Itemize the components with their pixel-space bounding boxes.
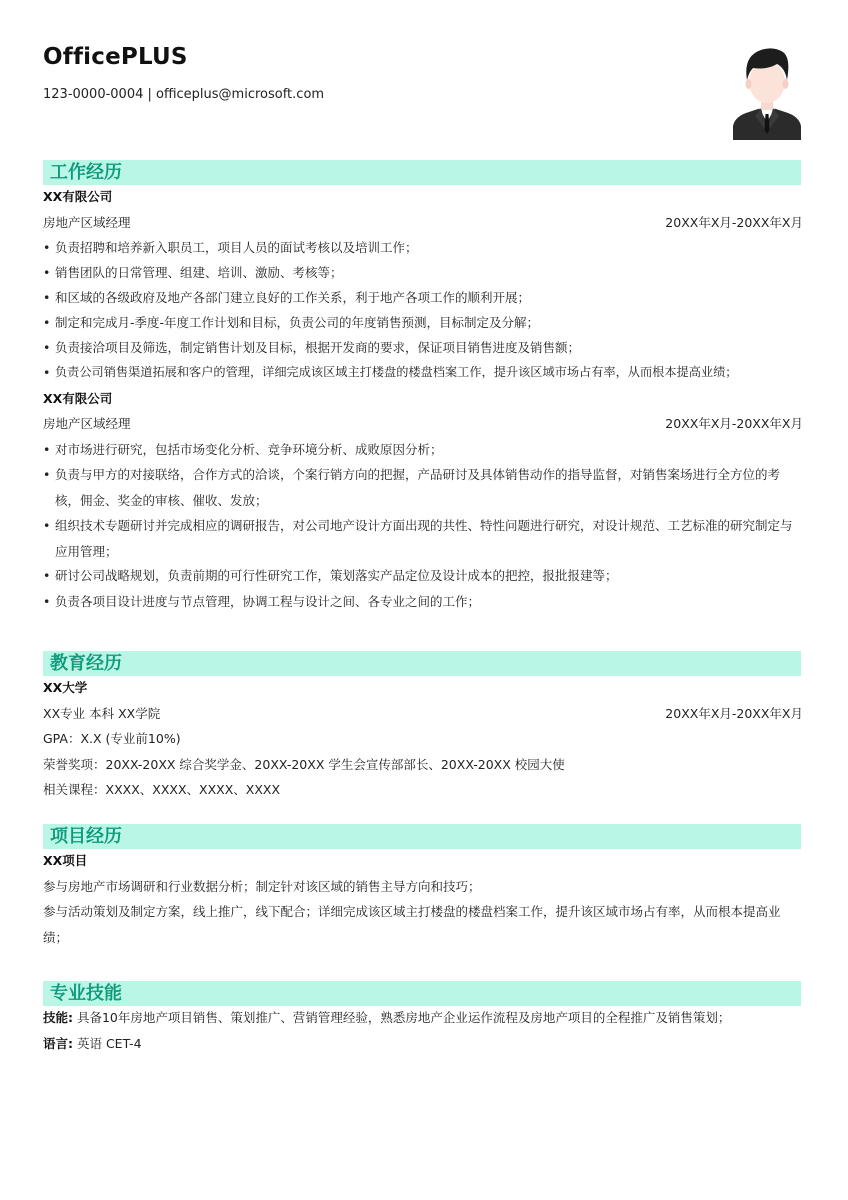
job-1-company: XX有限公司 bbox=[43, 189, 113, 204]
education-section-header bbox=[43, 651, 801, 676]
language-label: 语言: bbox=[43, 1036, 73, 1051]
bullet-dot: • bbox=[43, 290, 51, 305]
bullet-dot: • bbox=[43, 518, 51, 533]
list-item: 销售团队的日常管理、组建、培训、激励、考核等； bbox=[55, 265, 343, 280]
list-item: 负责接洽项目及筛选，制定销售计划及目标，根据开发商的要求，保证项目销售进度及销售额； bbox=[55, 340, 581, 355]
bullet-dot: • bbox=[43, 442, 51, 457]
skills-row bbox=[43, 1008, 803, 1028]
education-dates: 20XX年X月-20XX年X月 bbox=[665, 706, 803, 721]
work-section-title: 工作经历 bbox=[50, 162, 122, 183]
job-1-role: 房地产区域经理 bbox=[43, 215, 131, 230]
skills-section-title: 专业技能 bbox=[50, 983, 122, 1004]
project-section-header bbox=[43, 824, 801, 849]
bullet-dot: • bbox=[43, 240, 51, 255]
bullet-dot: • bbox=[43, 365, 51, 380]
project-name: XX项目 bbox=[43, 853, 88, 868]
bullet-dot: • bbox=[43, 467, 51, 482]
list-item: 和区域的各级政府及地产各部门建立良好的工作关系，利于地产各项工作的顺利开展； bbox=[55, 290, 531, 305]
contact-info: 123-0000-0004 | officeplus@microsoft.com bbox=[43, 87, 325, 102]
list-item: 制定和完成月-季度-年度工作计划和目标，负责公司的年度销售预测，目标制定及分解； bbox=[55, 315, 540, 330]
language-text: 英语 CET-4 bbox=[73, 1036, 142, 1051]
project-detail-1: 参与房地产市场调研和行业数据分析；制定针对该区域的销售主导方向和技巧； bbox=[43, 879, 481, 894]
list-item: 研讨公司战略规划，负责前期的可行性研究工作，策划落实产品定位及设计成本的把控，报批报建等； bbox=[55, 568, 618, 583]
list-item: 负责公司销售渠道拓展和客户的管理，详细完成该区域主打楼盘的楼盘档案工作，提升该区域市场占有率，从而根本提高业绩； bbox=[55, 365, 738, 379]
bullet-dot: • bbox=[43, 568, 51, 583]
skills-text: 具备10年房地产项目销售、策划推广、营销管理经验，熟悉房地产企业运作流程及房地产项目的全程推广及销售策划； bbox=[73, 1010, 731, 1025]
job-2-dates: 20XX年X月-20XX年X月 bbox=[665, 416, 803, 431]
skills-label: 技能: bbox=[43, 1010, 73, 1025]
job-2-role: 房地产区域经理 bbox=[43, 416, 131, 431]
list-item: 对市场进行研究，包括市场变化分析、竞争环境分析、成败原因分析； bbox=[55, 442, 443, 457]
education-major: XX专业 本科 XX学院 bbox=[43, 706, 161, 721]
education-section-title: 教育经历 bbox=[50, 653, 122, 674]
list-item: 组织技术专题研讨并完成相应的调研报告，对公司地产设计方面出现的共性、特性问题进行研究，对设计规范、工艺标准的研究制定与应用管理； bbox=[55, 518, 793, 559]
candidate-name: OfficePLUS bbox=[43, 44, 188, 70]
language-row bbox=[43, 1034, 803, 1054]
job-1-dates: 20XX年X月-20XX年X月 bbox=[665, 215, 803, 230]
work-section-header bbox=[43, 160, 801, 185]
education-gpa: GPA：X.X (专业前10%) bbox=[43, 731, 181, 746]
project-detail-2: 参与活动策划及制定方案，线上推广，线下配合；详细完成该区域主打楼盘的楼盘档案工作，提升该区域市场占有率，从而根本提高业绩； bbox=[43, 904, 781, 945]
avatar-photo bbox=[731, 40, 803, 140]
list-item: 负责各项目设计进度与节点管理，协调工程与设计之间、各专业之间的工作； bbox=[55, 594, 481, 609]
list-item: 负责招聘和培养新入职员工，项目人员的面试考核以及培训工作； bbox=[55, 240, 418, 255]
skills-section-header bbox=[43, 981, 801, 1006]
project-section-title: 项目经历 bbox=[50, 826, 122, 847]
education-courses: 相关课程：XXXX、XXXX、XXXX、XXXX bbox=[43, 782, 281, 797]
bullet-dot: • bbox=[43, 594, 51, 609]
bullet-dot: • bbox=[43, 315, 51, 330]
education-honors: 荣誉奖项：20XX-20XX 综合奖学金、20XX-20XX 学生会宣传部部长、20XX-20XX 校园大使 bbox=[43, 757, 565, 772]
list-item: 负责与甲方的对接联络，合作方式的洽谈，个案行销方向的把握，产品研讨及具体销售动作的指导监督，对销售案场进行全方位的考核，佣金、奖金的审核、催收、发放； bbox=[55, 467, 781, 508]
bullet-dot: • bbox=[43, 265, 51, 280]
job-2-company: XX有限公司 bbox=[43, 391, 113, 406]
education-school: XX大学 bbox=[43, 680, 88, 695]
bullet-dot: • bbox=[43, 340, 51, 355]
